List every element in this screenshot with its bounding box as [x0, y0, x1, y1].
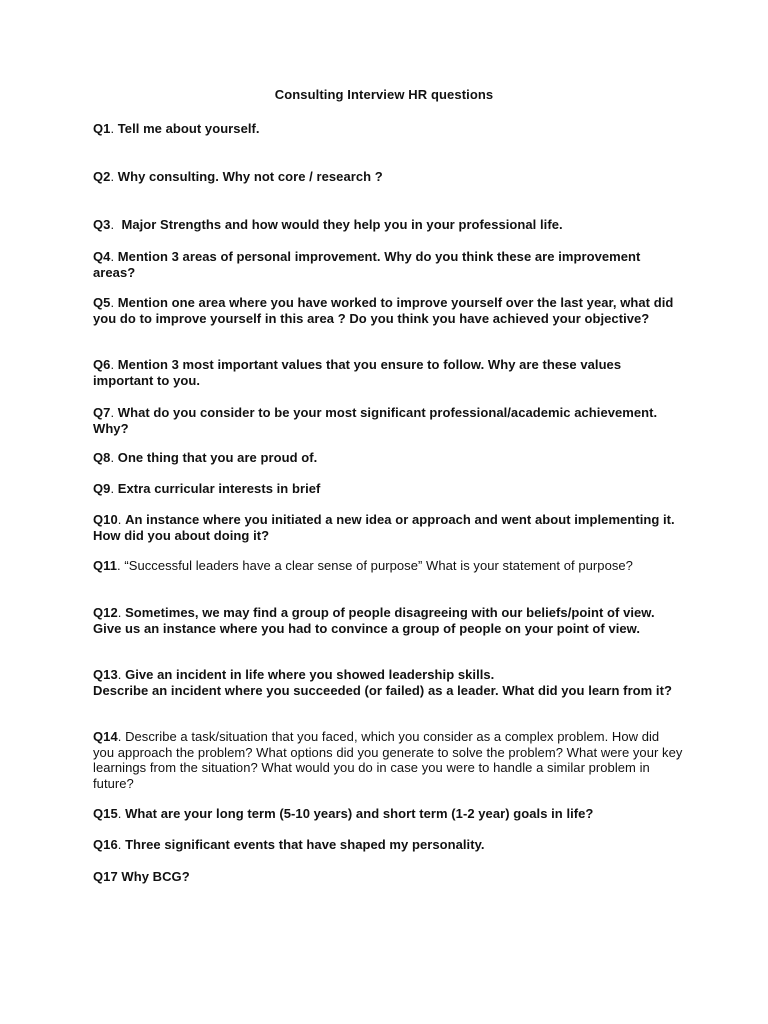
question-6 [93, 357, 683, 388]
question-separator: . [110, 217, 122, 232]
question-text-continued: Describe an incident where you succeeded (or failed) as a leader. What did you learn from it? [93, 682, 672, 698]
question-12 [93, 605, 683, 636]
question-number: Q3 [93, 217, 111, 232]
question-15 [93, 806, 683, 822]
question-number: Q6 [93, 357, 111, 372]
question-11 [93, 558, 683, 574]
question-text: Describe a task/situation that you faced, which you consider as a complex problem. How did you approach the problem? What options did you generate to solve the problem? What were your key learnings from the situation? What would you do in case you were to handle a similar problem in future? [93, 729, 683, 791]
question-separator: . [110, 481, 118, 496]
question-14 [93, 729, 683, 791]
question-4 [93, 249, 683, 280]
question-text: Mention one area where you have worked to improve yourself over the last year, what did you do to improve yourself in this area ? Do you think you have achieved your objective? [93, 295, 674, 326]
question-number: Q16 [93, 837, 118, 852]
question-separator: . [117, 558, 125, 573]
question-separator: . [117, 806, 126, 821]
question-2 [93, 169, 683, 185]
question-number: Q9 [93, 481, 111, 496]
question-separator: . [110, 169, 118, 184]
question-text: Tell me about yourself. [117, 121, 260, 136]
question-separator: . [110, 121, 118, 136]
question-number: Q17 [93, 869, 118, 884]
document-title: Consulting Interview HR questions [274, 87, 494, 102]
question-text: Mention 3 most important values that you ensure to follow. Why are these values important to you. [93, 357, 622, 388]
question-10 [93, 512, 683, 543]
question-16 [93, 837, 683, 853]
question-5 [93, 295, 683, 326]
question-text: Extra curricular interests in brief [117, 481, 321, 496]
question-number: Q13 [93, 667, 118, 682]
question-separator: . [117, 605, 126, 620]
question-9 [93, 481, 683, 497]
question-3 [93, 217, 683, 233]
question-separator: . [110, 295, 118, 310]
question-text: Three significant events that have shaped my personality. [125, 837, 485, 852]
question-number: Q12 [93, 605, 118, 620]
question-separator: . [117, 512, 126, 527]
question-text: Major Strengths and how would they help you in your professional life. [121, 217, 563, 232]
question-text: What are your long term (5-10 years) and short term (1-2 year) goals in life? [125, 806, 594, 821]
question-text: One thing that you are proud of. [117, 450, 318, 465]
question-separator: . [110, 405, 118, 420]
question-separator: . [117, 837, 126, 852]
question-number: Q11 [93, 558, 118, 573]
question-number: Q4 [93, 249, 111, 264]
question-text: What do you consider to be your most significant professional/academic achievement. Why? [93, 405, 658, 436]
question-number: Q1 [93, 121, 111, 136]
question-text: An instance where you initiated a new idea or approach and went about implementing it. How did you about doing it? [93, 512, 675, 543]
question-text: Why consulting. Why not core / research ? [117, 169, 383, 184]
question-number: Q7 [93, 405, 111, 420]
question-number: Q15 [93, 806, 118, 821]
question-text: “Successful leaders have a clear sense of purpose” What is your statement of purpose? [124, 558, 633, 573]
question-separator: . [117, 667, 126, 682]
question-7 [93, 405, 683, 436]
question-number: Q2 [93, 169, 111, 184]
question-number: Q5 [93, 295, 111, 310]
question-separator: . [110, 450, 118, 465]
question-separator: . [110, 249, 118, 264]
question-text: Mention 3 areas of personal improvement. Why do you think these are improvement areas? [93, 249, 641, 280]
question-number: Q14 [93, 729, 118, 744]
question-text: Give an incident in life where you showed leadership skills. [125, 667, 495, 682]
question-text: Why BCG? [121, 869, 190, 884]
question-1 [93, 121, 683, 137]
question-8 [93, 450, 683, 466]
question-text: Sometimes, we may find a group of people disagreeing with our beliefs/point of view. Give us an instance where you had to convince a group of people on your point of view. [93, 605, 655, 636]
question-13 [93, 667, 683, 698]
question-17 [93, 869, 683, 885]
question-number: Q10 [93, 512, 118, 527]
question-separator: . [117, 729, 126, 744]
question-separator: . [110, 357, 118, 372]
question-number: Q8 [93, 450, 111, 465]
